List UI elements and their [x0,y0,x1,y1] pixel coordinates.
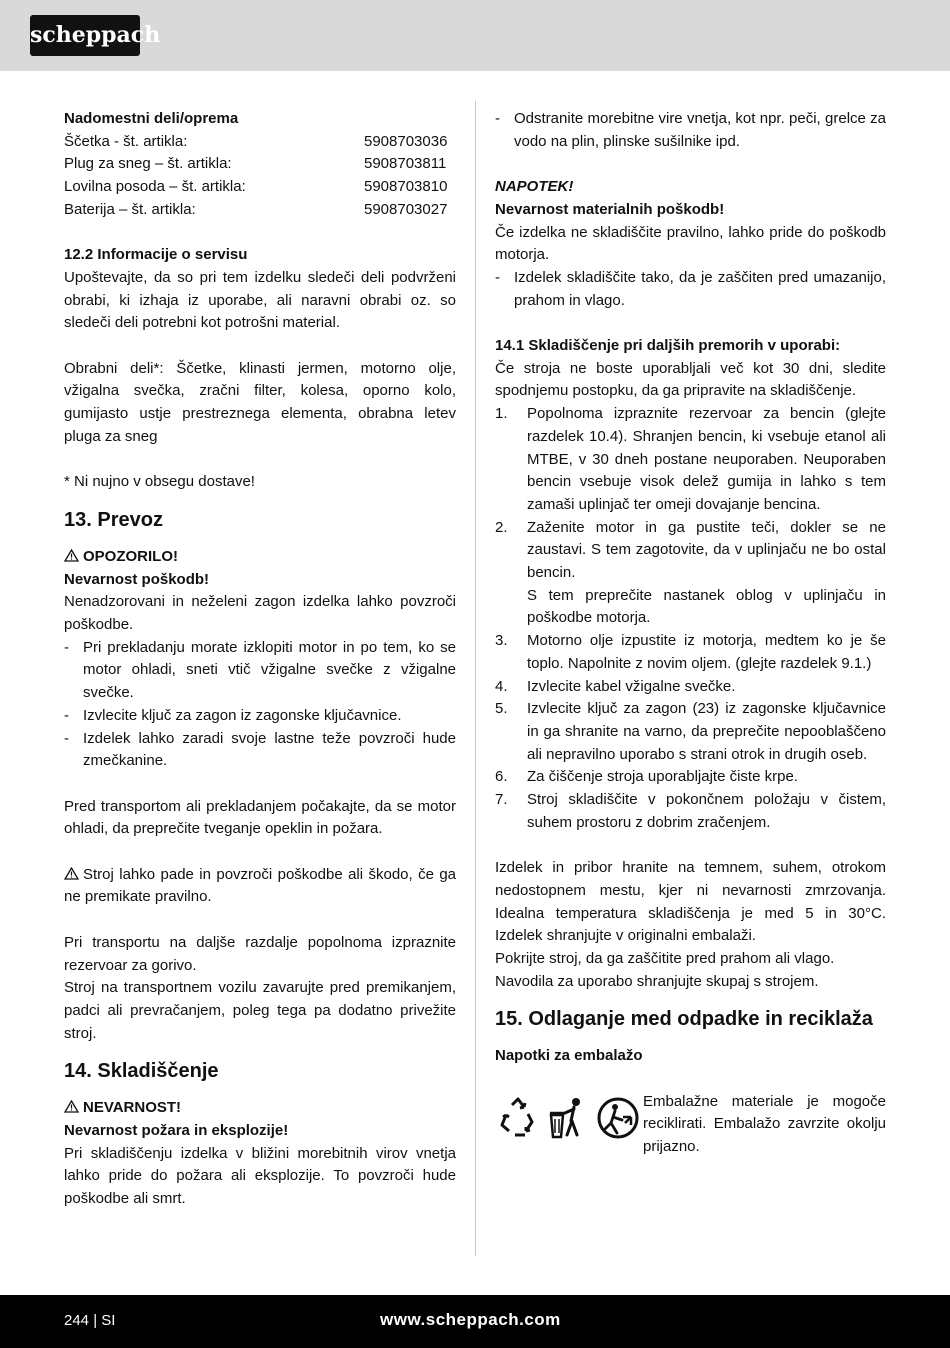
transport-paragraph: Stroj na transportnem vozilu zavarujte pred premikanjem, padci ali prevračanjem, poleg tega pa dodatno privežite stroj. [64,979,456,1042]
long-storage-heading: 14.1 Skladiščenje pri daljših premorih v uporabi: [495,337,841,354]
transport-paragraph-warning [64,864,456,909]
storage-paragraph: Navodila za uporabo shranjujte skupaj s strojem. [495,972,819,990]
transport-intro: Nenadzorovani in neželeni zagon izdelka lahko povzroči poškodbe. [64,593,456,634]
parts-row [64,199,456,222]
storage-paragraph: Pokrijte stroj, da ga zaščitite pred prahom ali vlago. [495,949,835,967]
note-label: NAPOTEK! [495,178,574,196]
column-divider [475,101,476,1256]
list-item: - Izvlecite ključ za zagon iz zagonske ključavnice. [64,705,456,728]
warning-label: NEVARNOST! [83,1099,182,1117]
part-number: 5908703036 [364,132,448,150]
list-item-text: Pri prekladanju morate izklopiti motor in po tem, ko se motor ohladi, sneti vtič vžigalne svečke z vžigalne svečke. [83,638,456,702]
step-item [495,789,886,834]
step-text: Zaženite motor in ga pustite teči, dokler se ne zaustavi. S tem zagotovite, da v uplinjaču ne bo ostal bencin. [527,518,886,582]
step-number: 3. [495,632,508,650]
step-number: 5. [495,700,508,718]
step-text: Izvlecite kabel vžigalne svečke. [527,677,736,695]
website-url[interactable]: www.scheppach.com [380,1310,561,1329]
packaging-text: Embalažne materiale je mogoče reciklirati. Embalažo zavrzite okolju prijazno. [643,1092,886,1156]
storage-paragraph: Izdelek in pribor hranite na temnem, suhem, otrokom nedostopnem mestu, kjer ni nevarnosti zmrzovanja. Idealna temperatura skladiščenja je med 5 in 30°C. Izdelek shranjujte v originalni embalaži. [495,859,886,945]
part-number: 5908703027 [364,200,448,218]
parts-row [64,176,456,199]
service-heading: 12.2 Informacije o servisu [64,246,248,264]
transport-warning [64,546,456,569]
list-item: - Izdelek lahko zaradi svoje lastne teže povzroči hude zmečkanine. [64,728,456,773]
step-text: Popolnoma izpraznite rezervoar za bencin (glejte razdelek 10.4). Shranjen bencin, ki vsebuje etanol ali MTBE, v 30 dneh postane neuporaben. Neuporaben bencin vsebuje visok delež gumija in lahko s tem zamaši uplinjač ter omeji dovajanje bencina. [527,405,886,513]
recycle-icon [495,1095,541,1141]
step-number: 4. [495,677,508,695]
service-text: Upoštevajte, da so pri tem izdelku sledeči deli podvrženi obrabi, ki izhaja iz uporabe, ali naravni obrabi oz. so sledeči deli potrebni kot potrošni material. [64,268,456,332]
list-item-text: Izdelek lahko zaradi svoje lastne teže povzroči hude zmečkanine. [83,729,456,770]
footnote: * Ni nujno v obsegu dostave! [64,473,255,491]
transport-paragraph-text: Stroj lahko pade in povzroči poškodbe ali škodo, če ga ne premikate pravilno. [64,865,456,906]
disposal-heading: 15. Odlaganje med odpadke in reciklaža [495,1008,873,1031]
page-footer [0,1295,950,1348]
note-danger: Nevarnost materialnih poškodb! [495,200,725,218]
list-item-text: Izvlecite ključ za zagon iz zagonske ključavnice. [83,706,402,724]
step-number: 6. [495,768,508,786]
step-item [495,698,886,766]
right-column [495,108,886,1159]
step-extra: S tem preprečite nastanek oblog v uplinjaču in poškodbe motorja. [527,586,886,627]
storage-danger: Nevarnost požara in eksplozije! [64,1122,289,1140]
page-number-value: 244 [64,1312,90,1329]
parts-row [64,131,456,154]
transport-paragraph: Pred transportom ali prekladanjem počakajte, da se motor ohladi, da preprečite tveganje opeklin in požara. [64,797,456,838]
trash-bin-person-icon [545,1095,591,1141]
list-item-text: Izdelek skladiščite tako, da je zaščiten pred umazanijo, prahom in vlago. [514,268,886,309]
step-number: 2. [495,518,508,536]
storage-heading: 14. Skladiščenje [64,1060,219,1083]
warning-label: OPOZORILO! [83,547,178,565]
page-number: 244 | SI [64,1312,116,1329]
packaging-heading: Napotki za embalažo [495,1047,643,1065]
step-item [495,676,886,699]
scheppach-logo: scheppach [30,15,140,56]
transport-heading: 13. Prevoz [64,508,163,531]
step-item [495,766,886,789]
step-item [495,517,886,631]
long-storage-intro: Če stroja ne boste uporabljali več kot 30 dni, sledite spodnjemu postopku, da ga pripravite na skladiščenje. [495,359,886,400]
note-text: Če izdelka ne skladiščite pravilno, lahko pride do poškodb motorja. [495,223,886,264]
part-number: 5908703811 [364,155,447,173]
step-text: Izvlecite ključ za zagon (23) iz zagonske ključavnice in ga shranite na varno, da preprečite nepooblaščeno ali nepravilno uporabo s strani otrok in drugih oseb. [527,700,886,763]
parts-row [64,153,456,176]
packaging-notice [495,1091,886,1159]
step-text: Motorno olje izpustite iz motorja, medtem ko je še toplo. Napolnite z novim oljem. (glejte razdelek 9.1.) [527,632,886,672]
warning-triangle-icon [64,549,79,562]
list-item: - Pri prekladanju morate izklopiti motor in po tem, ko se motor ohladi, sneti vtič vžigalne svečke z vžigalne svečke. [64,637,456,705]
part-label: Lovilna posoda – št. artikla: [64,178,246,196]
list-item: - Odstranite morebitne vire vnetja, kot npr. peči, grelce za vodo na plin, plinske sušilnike ipd. [495,108,886,153]
left-column [64,108,456,1211]
transport-danger: Nevarnost poškodb! [64,570,210,588]
language-code: SI [101,1312,116,1329]
storage-warning [64,1097,456,1120]
warning-triangle-icon [64,1100,79,1113]
step-text: Stroj skladiščite v pokončnem položaju v čistem, suhem prostoru z dobrim zračenjem. [527,791,886,831]
warning-triangle-icon [64,867,79,880]
step-number: 7. [495,791,508,809]
list-item-text: Odstranite morebitne vire vnetja, kot npr. peči, grelce za vodo na plin, plinske sušilnike ipd. [514,110,886,150]
page-header [0,0,950,71]
step-item [495,630,886,675]
step-item [495,403,886,517]
packaging-icons [495,1091,643,1141]
storage-text: Pri skladiščenju izdelka v bližini morebitnih virov vnetja lahko pride do požara ali eksplozije. To povzroči hude poškodbe ali smrt. [64,1144,456,1208]
transport-paragraph: Pri transportu na daljše razdalje popolnoma izpraznite rezervoar za gorivo. [64,933,456,974]
green-dot-recycle-icon [595,1095,641,1141]
step-text: Za čiščenje stroja uporabljajte čiste krpe. [527,768,798,786]
parts-title: Nadomestni deli/oprema [64,110,239,127]
list-item: - Izdelek skladiščite tako, da je zaščiten pred umazanijo, prahom in vlago. [495,267,886,312]
part-label: Baterija – št. artikla: [64,200,196,218]
part-label: Plug za sneg – št. artikla: [64,155,232,173]
step-number: 1. [495,405,508,423]
part-label: Ščetka - št. artikla: [64,132,188,150]
wear-parts-text: Obrabni deli*: Ščetke, klinasti jermen, motorno olje, vžigalna svečka, zračni filter, kolesa, oporno kolo, gumijasto ustje prestreznega elementa, obrabna letev pluga za sneg [64,359,456,445]
parts-list [64,131,456,222]
part-number: 5908703810 [364,178,448,196]
